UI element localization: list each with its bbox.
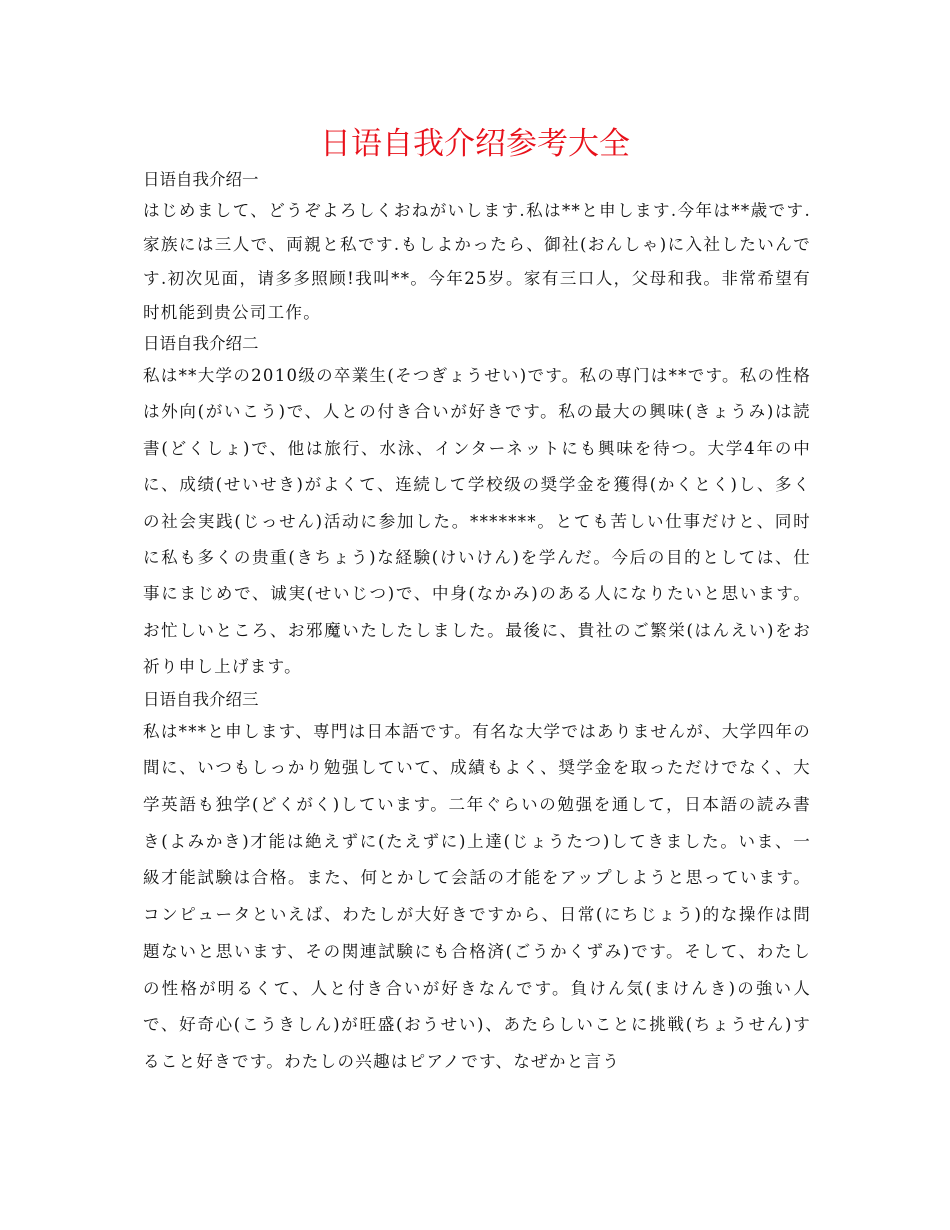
document-title: 日语自我介绍参考大全 [320,126,630,162]
document-body [143,166,811,1081]
section-text-3: 私は***と申します、専門は日本語です。有名な大学ではありませんが、大学四年の間に、いつもしっかり勉强していて、成績もよく、奨学金を取っただけでなく、大学英語も独学(どくがく)しています。二年ぐらいの勉强を通して，日本語の読み書き(よみかき)才能は絶えずに(たえずに)上達(じょうたつ)してきました。いま、一級才能試験は合格。また、何とかして会話の才能をアップしようと思っています。コンピュータといえば、わたしが大好きですから、日常(にちじょう)的な操作は問題ないと思います、その関連試験にも合格済(ごうかくずみ)です。そして、わたしの性格が明るくて、人と付き合いが好きなんです。負けん気(まけんき)の強い人で、好奇心(こうきしん)が旺盛(おうせい)、あたらしいことに挑戦(ちょうせん)すること好きです。わたしの兴趣はピアノです、なぜかと言う [143,721,811,1071]
section-text-2: 私は**大学の2010级の卒業生(そつぎょうせい)です。私の専门は**です。私の性格は外向(がいこう)で、人との付き合いが好きです。私の最大の興味(きょうみ)は読書(どくしょ)で、他は旅行、水泳、インターネットにも興味を待つ。大学4年の中に、成绩(せいせき)がよくて、连続して学校级の奨学金を獲得(かくとく)し、多くの社会実践(じっせん)活动に参加した。*******。とても苦しい仕事だけと、同时に私も多くの贵重(きちょう)な経験(けいけん)を学んだ。今后の目的としては、仕事にまじめで、诚実(せいじつ)で、中身(なかみ)のある人になりたいと思います。お忙しいところ、お邪魔いたしたしました。最後に、貴社のご繁栄(はんえい)をお祈り申し上げます。 [143,366,811,677]
section-heading-1: 日语自我介绍一 [143,170,259,189]
section-text-1: はじめまして、どうぞよろしくおねがいします.私は**と申します.今年は**歳です.家族には三人で、両親と私です.もしよかったら、御社(おんしゃ)に入社したいんです.初次见面，请多多照顾!我叫**。今年25岁。家有三口人，父母和我。非常希望有时机能到贵公司工作。 [143,201,811,322]
section-heading-2: 日语自我介绍二 [143,334,259,353]
section-heading-3: 日语自我介绍三 [143,689,259,709]
